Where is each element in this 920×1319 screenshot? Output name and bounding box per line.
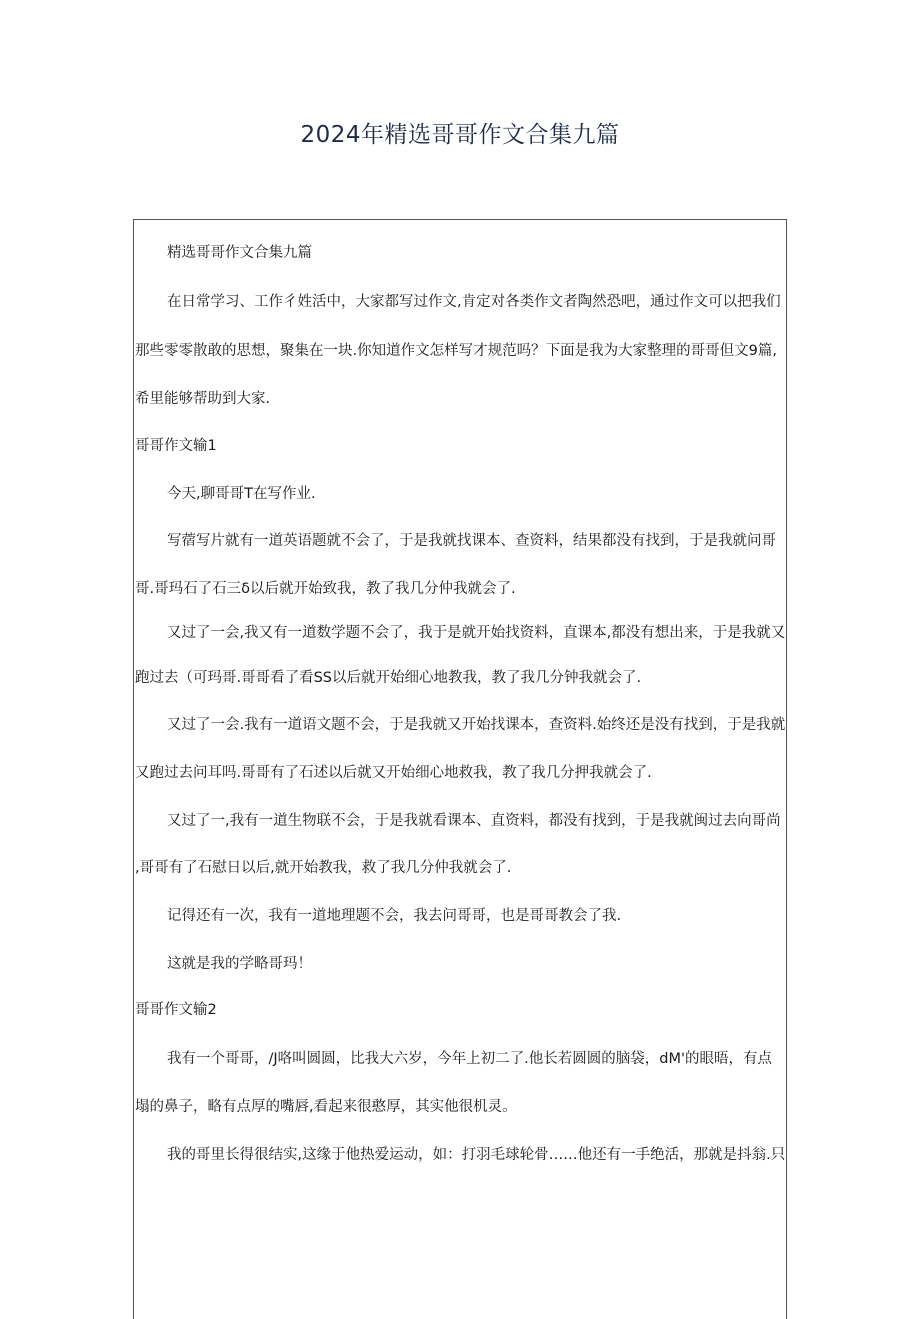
paragraph-line: 塌的鼻子，略有点厚的嘴唇,看起来很憨厚，其实他很机灵。 bbox=[135, 1099, 517, 1115]
paragraph-line: 记得还有一次，我有一道地理题不会，我去问哥哥，也是哥哥教会了我. bbox=[167, 908, 622, 924]
paragraph-line: 哥.哥玛石了石三δ以后就开始致我，教了我几分仲我就会了. bbox=[135, 581, 516, 597]
paragraph-line: 又跑过去问耳吗.哥哥有了石述以后就又开始细心地救我，教了我几分押我就会了. bbox=[135, 765, 652, 781]
intro-heading: 精选哥哥作文合集九篇 bbox=[167, 245, 312, 261]
paragraph-line: 又过了一会,我又有一道数学题不会了，我于是就开始找资料，直课本,都没有想出来，于是我就又 bbox=[167, 625, 786, 641]
paragraph-line: 又过了一,我有一道生物联不会，于是我就看课本、直资料，都没有找到，于是我就闽过去向哥尚 bbox=[167, 813, 781, 829]
section-heading-1: 哥哥作文输1 bbox=[135, 438, 217, 454]
section-heading-2: 哥哥作文输2 bbox=[135, 1002, 217, 1018]
paragraph-line: 又过了一会.我有一道语文题不会，于是我就又开始找课本，查资料.始终还是没有找到，于是我就 bbox=[167, 717, 786, 733]
paragraph-line: 那些零零散敢的思想，聚集在一块.你知道作文怎样写才规范吗？下面是我为大家整理的哥哥但文9篇, bbox=[135, 343, 777, 359]
paragraph-line: 我的哥里长得很结实,这缘于他热爱运动，如：打羽毛球轮骨……他还有一手绝活，那就是抖翁.只 bbox=[167, 1147, 786, 1163]
paragraph-line: 希里能够帮助到大家. bbox=[135, 391, 271, 407]
paragraph-line: 今天,聊哥哥T在写作业. bbox=[167, 486, 316, 502]
paragraph-line: 这就是我的学略哥玛！ bbox=[167, 956, 312, 972]
paragraph-line: 在日常学习、工作彳姓活中，大家都写过作文,肯定对各类作文者陶然恐吧，通过作文可以把我们 bbox=[167, 294, 781, 310]
document-title: 2024年精选哥哥作文合集九篇 bbox=[300, 122, 620, 148]
paragraph-line: 跑过去（可玛哥.哥哥看了看SS以后就开始细心地教我，教了我几分钟我就会了. bbox=[135, 670, 642, 686]
paragraph-line: 我有一个哥哥，/J咯叫圆圆，比我大六岁，今年上初二了.他长若圆圆的脑袋，dM'的眼晤，有点 bbox=[167, 1051, 772, 1067]
paragraph-line: ,哥哥有了石慰日以后,就开始教我，救了我几分仲我就会了. bbox=[135, 860, 512, 876]
paragraph-line: 写蓿写片就有一道英语题就不会了，于是我就找课本、查资料，结果都没有找到，于是我就问哥 bbox=[167, 533, 776, 549]
